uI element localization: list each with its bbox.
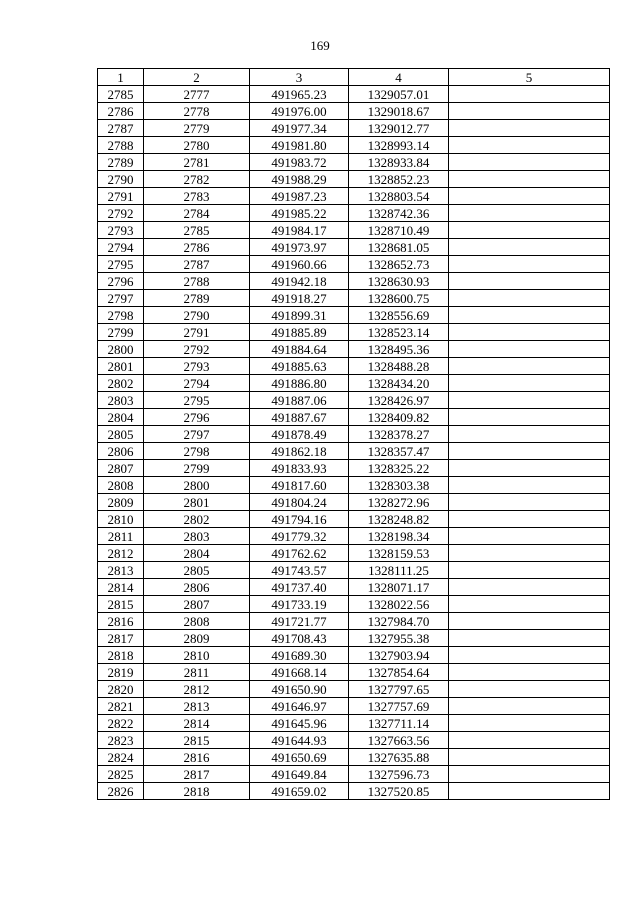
table-cell: 1328426.97 <box>349 392 449 409</box>
table-cell: 2811 <box>98 528 144 545</box>
table-cell: 491833.93 <box>250 460 349 477</box>
table-cell: 2798 <box>98 307 144 324</box>
table-cell: 2790 <box>144 307 250 324</box>
table-cell <box>449 205 610 222</box>
table-cell: 1328652.73 <box>349 256 449 273</box>
table-cell: 2805 <box>98 426 144 443</box>
table-cell: 2818 <box>144 783 250 800</box>
table-cell: 1327635.88 <box>349 749 449 766</box>
table-row <box>98 341 610 358</box>
table-cell: 2786 <box>98 103 144 120</box>
table-cell: 2778 <box>144 103 250 120</box>
table-cell: 2810 <box>144 647 250 664</box>
table-cell: 1328803.54 <box>349 188 449 205</box>
table-row <box>98 137 610 154</box>
table-cell: 491884.64 <box>250 341 349 358</box>
table-cell: 2787 <box>98 120 144 137</box>
table-row <box>98 256 610 273</box>
table-row <box>98 664 610 681</box>
table-cell: 1329057.01 <box>349 86 449 103</box>
table-cell: 2799 <box>144 460 250 477</box>
table-cell: 2800 <box>144 477 250 494</box>
table-cell: 1328303.38 <box>349 477 449 494</box>
table-cell <box>449 477 610 494</box>
table-cell: 491737.40 <box>250 579 349 596</box>
table-cell: 2796 <box>98 273 144 290</box>
table-cell: 2811 <box>144 664 250 681</box>
table-cell: 491918.27 <box>250 290 349 307</box>
table-row <box>98 205 610 222</box>
table-row <box>98 392 610 409</box>
table-cell: 2797 <box>144 426 250 443</box>
table-cell: 1328556.69 <box>349 307 449 324</box>
table-cell: 2821 <box>98 698 144 715</box>
table-cell <box>449 783 610 800</box>
table-cell <box>449 596 610 613</box>
page-number: 169 <box>310 38 330 53</box>
table-cell: 2792 <box>98 205 144 222</box>
table-cell: 2800 <box>98 341 144 358</box>
table-cell: 491887.67 <box>250 409 349 426</box>
table-cell <box>449 647 610 664</box>
table-cell: 491650.90 <box>250 681 349 698</box>
table-cell: 491708.43 <box>250 630 349 647</box>
table-cell: 2793 <box>144 358 250 375</box>
table-cell: 491887.06 <box>250 392 349 409</box>
table-cell: 2803 <box>144 528 250 545</box>
table-row <box>98 324 610 341</box>
table-cell: 2820 <box>98 681 144 698</box>
table-row <box>98 528 610 545</box>
table-cell <box>449 358 610 375</box>
table-cell: 2822 <box>98 715 144 732</box>
table-cell: 2799 <box>98 324 144 341</box>
table-cell: 2788 <box>144 273 250 290</box>
table-cell: 491885.63 <box>250 358 349 375</box>
table-cell: 2791 <box>98 188 144 205</box>
table-cell: 491886.80 <box>250 375 349 392</box>
table-cell: 2787 <box>144 256 250 273</box>
table-cell: 2812 <box>98 545 144 562</box>
table-row <box>98 579 610 596</box>
table-row <box>98 545 610 562</box>
table-cell <box>449 460 610 477</box>
table-cell: 2797 <box>98 290 144 307</box>
table-cell: 2779 <box>144 120 250 137</box>
table-cell: 491960.66 <box>250 256 349 273</box>
table-cell: 2817 <box>98 630 144 647</box>
table-cell: 2777 <box>144 86 250 103</box>
table-cell <box>449 579 610 596</box>
table-cell: 491645.96 <box>250 715 349 732</box>
table-cell <box>449 324 610 341</box>
table-cell: 1328272.96 <box>349 494 449 511</box>
table-row <box>98 477 610 494</box>
table-cell: 2818 <box>98 647 144 664</box>
table-cell: 2813 <box>144 698 250 715</box>
table-cell: 2803 <box>98 392 144 409</box>
table-cell: 1328071.17 <box>349 579 449 596</box>
table-cell: 1328198.34 <box>349 528 449 545</box>
table-cell <box>449 732 610 749</box>
table-cell <box>449 511 610 528</box>
table-cell: 1327663.56 <box>349 732 449 749</box>
table-cell: 1327984.70 <box>349 613 449 630</box>
table-row <box>98 273 610 290</box>
table-row <box>98 103 610 120</box>
table-cell: 2794 <box>98 239 144 256</box>
table-cell: 1327757.69 <box>349 698 449 715</box>
table-row <box>98 86 610 103</box>
table-cell <box>449 273 610 290</box>
table-row <box>98 188 610 205</box>
table-cell: 2812 <box>144 681 250 698</box>
table-cell: 2804 <box>144 545 250 562</box>
table-cell: 2794 <box>144 375 250 392</box>
table-cell: 1327854.64 <box>349 664 449 681</box>
table-cell: 1328248.82 <box>349 511 449 528</box>
table-cell: 491804.24 <box>250 494 349 511</box>
table-cell: 2805 <box>144 562 250 579</box>
table-cell: 491721.77 <box>250 613 349 630</box>
table-cell <box>449 154 610 171</box>
table-cell <box>449 171 610 188</box>
table-row <box>98 358 610 375</box>
table-cell: 1327903.94 <box>349 647 449 664</box>
table-cell: 2808 <box>98 477 144 494</box>
table-cell <box>449 766 610 783</box>
table-cell <box>449 341 610 358</box>
table-cell: 491817.60 <box>250 477 349 494</box>
table-cell: 2808 <box>144 613 250 630</box>
table-cell: 2792 <box>144 341 250 358</box>
table-row <box>98 596 610 613</box>
table-cell: 2786 <box>144 239 250 256</box>
table-cell: 1327955.38 <box>349 630 449 647</box>
table-cell <box>449 613 610 630</box>
table-cell: 1328681.05 <box>349 239 449 256</box>
table-cell: 491973.97 <box>250 239 349 256</box>
table-cell: 2795 <box>144 392 250 409</box>
table-cell: 1328111.25 <box>349 562 449 579</box>
table-row <box>98 307 610 324</box>
table-cell: 491743.57 <box>250 562 349 579</box>
column-header: 4 <box>349 69 449 86</box>
table-cell: 491649.84 <box>250 766 349 783</box>
table-cell: 491644.93 <box>250 732 349 749</box>
table-cell: 2804 <box>98 409 144 426</box>
table-cell <box>449 222 610 239</box>
table-cell: 1328600.75 <box>349 290 449 307</box>
table-cell: 1328852.23 <box>349 171 449 188</box>
table-row <box>98 681 610 698</box>
table-cell: 2813 <box>98 562 144 579</box>
table-cell <box>449 698 610 715</box>
table-cell: 2815 <box>144 732 250 749</box>
table-cell <box>449 443 610 460</box>
table-row <box>98 290 610 307</box>
table-cell: 491987.23 <box>250 188 349 205</box>
column-header: 3 <box>250 69 349 86</box>
table-cell: 2816 <box>98 613 144 630</box>
table-cell: 2788 <box>98 137 144 154</box>
table-cell: 2781 <box>144 154 250 171</box>
table-cell: 2807 <box>98 460 144 477</box>
table-cell: 2817 <box>144 766 250 783</box>
table-cell: 491878.49 <box>250 426 349 443</box>
column-header: 2 <box>144 69 250 86</box>
table-cell <box>449 494 610 511</box>
table-cell: 2795 <box>98 256 144 273</box>
table-row <box>98 562 610 579</box>
table-row <box>98 222 610 239</box>
table-cell: 491983.72 <box>250 154 349 171</box>
table-cell: 2810 <box>98 511 144 528</box>
table-cell: 491942.18 <box>250 273 349 290</box>
table-cell: 1328488.28 <box>349 358 449 375</box>
table-cell <box>449 409 610 426</box>
coordinates-table <box>97 68 610 800</box>
table-cell: 1328630.93 <box>349 273 449 290</box>
table-cell: 491899.31 <box>250 307 349 324</box>
table-cell: 2789 <box>98 154 144 171</box>
column-header: 5 <box>449 69 610 86</box>
table-cell: 2802 <box>144 511 250 528</box>
table-cell: 1328378.27 <box>349 426 449 443</box>
table-cell: 1329018.67 <box>349 103 449 120</box>
table-cell <box>449 681 610 698</box>
table-cell: 1327596.73 <box>349 766 449 783</box>
table-cell: 1328710.49 <box>349 222 449 239</box>
table-cell <box>449 239 610 256</box>
table-cell: 491976.00 <box>250 103 349 120</box>
table-row <box>98 443 610 460</box>
table-cell: 2825 <box>98 766 144 783</box>
table-cell: 491862.18 <box>250 443 349 460</box>
table-cell: 2796 <box>144 409 250 426</box>
table-row <box>98 766 610 783</box>
table-cell: 2785 <box>144 222 250 239</box>
table-cell: 1328159.53 <box>349 545 449 562</box>
table-cell: 2784 <box>144 205 250 222</box>
table-cell: 2785 <box>98 86 144 103</box>
table-cell: 491984.17 <box>250 222 349 239</box>
table-cell: 1328434.20 <box>349 375 449 392</box>
table-cell: 2824 <box>98 749 144 766</box>
table-cell <box>449 664 610 681</box>
table-cell: 2826 <box>98 783 144 800</box>
table-cell: 2801 <box>98 358 144 375</box>
table-cell <box>449 630 610 647</box>
table-cell: 1328993.14 <box>349 137 449 154</box>
table-cell: 491659.02 <box>250 783 349 800</box>
table-row <box>98 613 610 630</box>
table-row <box>98 715 610 732</box>
table-cell: 491762.62 <box>250 545 349 562</box>
table-cell: 2801 <box>144 494 250 511</box>
table-cell <box>449 290 610 307</box>
table-cell: 1328022.56 <box>349 596 449 613</box>
table-cell: 1328933.84 <box>349 154 449 171</box>
table-cell <box>449 103 610 120</box>
table-cell: 2806 <box>98 443 144 460</box>
table-row <box>98 171 610 188</box>
table-row <box>98 154 610 171</box>
table-cell: 2809 <box>98 494 144 511</box>
table-cell: 2783 <box>144 188 250 205</box>
table-cell: 2816 <box>144 749 250 766</box>
table-row <box>98 120 610 137</box>
table-cell: 2819 <box>98 664 144 681</box>
table-cell: 1328357.47 <box>349 443 449 460</box>
table-cell: 2814 <box>144 715 250 732</box>
table-row <box>98 511 610 528</box>
table-cell: 1328495.36 <box>349 341 449 358</box>
table-cell: 2823 <box>98 732 144 749</box>
table-cell <box>449 749 610 766</box>
table-cell: 491668.14 <box>250 664 349 681</box>
table-cell <box>449 545 610 562</box>
table-row <box>98 698 610 715</box>
table-row <box>98 732 610 749</box>
table-cell: 491689.30 <box>250 647 349 664</box>
table-row <box>98 460 610 477</box>
table-cell <box>449 528 610 545</box>
table-cell: 491646.97 <box>250 698 349 715</box>
table-cell <box>449 188 610 205</box>
table-row <box>98 783 610 800</box>
table-cell <box>449 562 610 579</box>
table-cell: 1327797.65 <box>349 681 449 698</box>
table-cell: 2790 <box>98 171 144 188</box>
table-cell <box>449 256 610 273</box>
column-header: 1 <box>98 69 144 86</box>
table-cell <box>449 86 610 103</box>
table-cell: 491650.69 <box>250 749 349 766</box>
table-cell: 491733.19 <box>250 596 349 613</box>
table-cell: 2780 <box>144 137 250 154</box>
table-cell: 491885.89 <box>250 324 349 341</box>
table-cell: 1327711.14 <box>349 715 449 732</box>
table-body <box>98 86 610 800</box>
table-cell: 1329012.77 <box>349 120 449 137</box>
table-cell: 2789 <box>144 290 250 307</box>
table-cell: 1328742.36 <box>349 205 449 222</box>
table-cell: 491965.23 <box>250 86 349 103</box>
table-cell: 1328523.14 <box>349 324 449 341</box>
table-cell: 2793 <box>98 222 144 239</box>
table-row <box>98 647 610 664</box>
table-row <box>98 409 610 426</box>
table-cell: 491794.16 <box>250 511 349 528</box>
table-row <box>98 239 610 256</box>
table-cell: 2791 <box>144 324 250 341</box>
table-row <box>98 426 610 443</box>
table-cell <box>449 375 610 392</box>
table-cell: 491988.29 <box>250 171 349 188</box>
table-cell <box>449 137 610 154</box>
table-cell: 2806 <box>144 579 250 596</box>
table-cell <box>449 715 610 732</box>
table-cell: 1328325.22 <box>349 460 449 477</box>
table-cell: 2802 <box>98 375 144 392</box>
table-cell: 1327520.85 <box>349 783 449 800</box>
table-header-row <box>98 69 610 86</box>
table-cell <box>449 392 610 409</box>
table-cell: 491981.80 <box>250 137 349 154</box>
table-row <box>98 494 610 511</box>
table-cell: 2814 <box>98 579 144 596</box>
table-cell: 2782 <box>144 171 250 188</box>
table-cell: 2798 <box>144 443 250 460</box>
table-row <box>98 630 610 647</box>
table-cell <box>449 307 610 324</box>
table-cell <box>449 426 610 443</box>
table-row <box>98 749 610 766</box>
table-cell: 2809 <box>144 630 250 647</box>
table-cell <box>449 120 610 137</box>
table-cell: 2815 <box>98 596 144 613</box>
table-cell: 491985.22 <box>250 205 349 222</box>
table-cell: 491779.32 <box>250 528 349 545</box>
table-cell: 2807 <box>144 596 250 613</box>
table-cell: 1328409.82 <box>349 409 449 426</box>
table-cell: 491977.34 <box>250 120 349 137</box>
table-row <box>98 375 610 392</box>
